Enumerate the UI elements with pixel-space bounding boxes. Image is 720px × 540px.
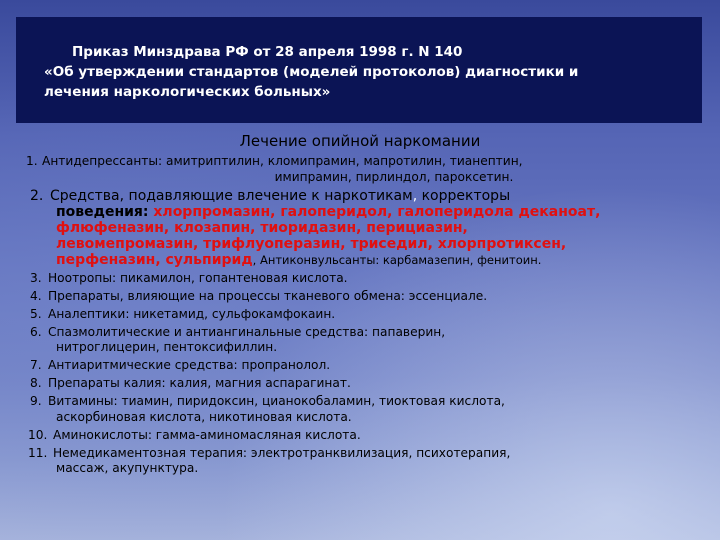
list-item [26, 271, 706, 287]
item-text: Аминокислоты: гамма-аминомасляная кислота. [53, 427, 361, 442]
item-number: 9. [30, 394, 42, 408]
item-text: Аналептики: никетамид, сульфокамфокаин. [48, 306, 336, 321]
list-item [26, 188, 706, 268]
item-number: 11. [28, 445, 48, 460]
item-number: 4. [30, 288, 42, 303]
item-text: имипрамин, пирлиндол, пароксетин. [274, 169, 514, 184]
item-text: Антиаритмические средства: пропранолол. [48, 358, 331, 372]
item-text: нитроглицерин, пентоксифиллин. [56, 340, 278, 354]
header-line-2: «Об утверждении стандартов (моделей протоколов) диагностики и [44, 64, 579, 80]
list-item [26, 325, 706, 356]
header-line-1: Приказ Минздрава РФ от 28 апреля 1998 г. N 140 [72, 44, 463, 60]
item-text: Препараты, влияющие на процессы тканевого обмена: эссенциале. [48, 288, 488, 303]
header-line-3: лечения наркологических больных» [44, 84, 331, 100]
item-text: поведения: [56, 204, 149, 220]
drug-name-highlight: левомепромазин, трифлуоперазин, триседил, хлорпротиксен, [56, 236, 567, 252]
item-text: Антидепрессанты: амитриптилин, кломипрамин, мапротилин, тианептин, [42, 154, 523, 168]
list-item [26, 289, 706, 305]
list-item [26, 376, 706, 392]
list-item [26, 446, 706, 477]
item-number: 3. [30, 270, 42, 285]
drug-name-highlight: перфеназин, сульпирид [56, 252, 253, 268]
list-item [26, 428, 706, 444]
header-box [16, 17, 702, 123]
item-text: Спазмолитические и антиангинальные средства: папаверин, [48, 324, 446, 339]
list-item [26, 358, 706, 374]
treatment-list [26, 154, 706, 479]
list-item [26, 307, 706, 323]
item-text: аскорбиновая кислота, никотиновая кислота. [56, 409, 352, 424]
list-item [26, 154, 706, 185]
item-text: корректоры [417, 188, 511, 204]
item-text: Ноотропы: пикамилон, гопантеновая кислота. [48, 270, 348, 285]
drug-name-highlight: хлорпромазин, галоперидол, галоперидола деканоат, [148, 204, 601, 220]
item-number: 8. [30, 376, 42, 390]
item-number: 5. [30, 306, 42, 321]
page-title: Лечение опийной наркомании [239, 132, 481, 150]
item-text: массаж, акупунктура. [56, 461, 199, 475]
item-number: 10. [28, 427, 48, 442]
item-text: Немедикаментозная терапия: электротранквилизация, психотерапия, [53, 445, 511, 460]
item-number: 7. [30, 358, 42, 372]
drug-name-highlight: флюфеназин, клозапин, тиоридазин, перициазин, [56, 220, 468, 236]
item-number: 2. [30, 188, 44, 204]
item-text: Витамины: тиамин, пиридоксин, цианокобаламин, тиоктовая кислота, [48, 394, 505, 408]
item-text: , Антиконвульсанты: карбамазепин, фенитоин. [252, 253, 542, 267]
item-text: Средства, подавляющие влечение к наркотикам [50, 188, 413, 204]
item-text: Препараты калия: калия, магния аспарагинат. [48, 376, 351, 390]
list-item [26, 394, 706, 425]
item-number: 6. [30, 324, 42, 339]
item-number: 1. [26, 154, 38, 168]
item-text: , [412, 188, 418, 204]
